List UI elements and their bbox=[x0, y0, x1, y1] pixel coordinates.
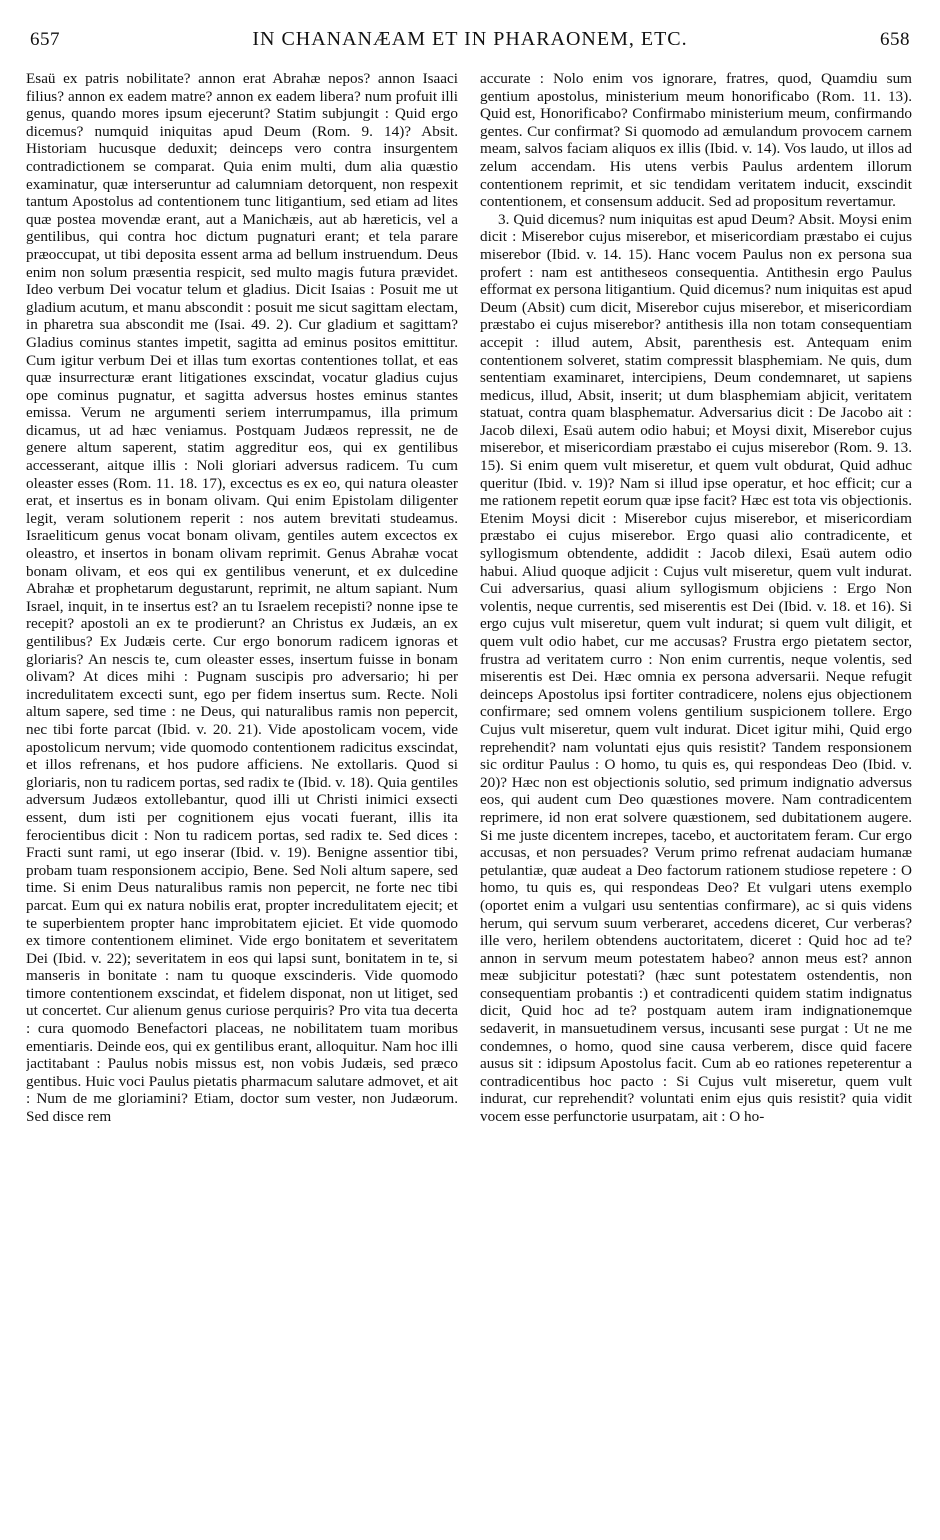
running-title: IN CHANANÆAM ET IN PHARAONEM, ETC. bbox=[252, 28, 688, 50]
paragraph: Esaü ex patris nobilitate? annon erat Abrahæ nepos? annon Isaaci filius? annon ex eadem matre? annon ex eadem libera? num profuit illi genus, quando mores ipsum ejecerunt? Statim subjungit : Quid ergo dicemus? numquid iniquitas apud Deum (Rom. 9. 14)? Absit. Historiam hucusque deduxit; deinceps vero contra insurgentem contradictionem se comparat. Quia enim multi, dum alia quæstio examinatur, quæ interseruntur ad calumniam detorquent, non respexit tantum Apostolus ad contentionem tunc litigantium, sed etiam ad lites quæ postea movendæ erant, aut a Manichæis, aut ab hæreticis, vel a gentilibus, qui contra hoc dictum pugnaturi erant; et tela parare præoccupat, ut tibi deposita essent arma ad bellum instruendum. Deus enim non solum præsentia respicit, sed multo magis futura prævidet. Ideo verbum Dei vocatur telum et gladius. Dicit Isaias : Posuit me ut gladium acutum, et manu abscondit : posuit me sicut sagittam electam, in pharetra sua abscondit me (Isai. 49. 2). Cur gladium et sagittam? Gladius cominus stantes impetit, sagitta ad eminus positos emittitur. Cum igitur verbum Dei et illas tum exortas contentiones tollat, et eas quæ insurrecturæ erant litigationes exscindat, vocatur gladius cujus ope cominus pugnatur, et sagitta adversus hostes eminus stantes emissa. Verum ne argumenti seriem interrumpamus, illa primum dicamus, ut ad hæc veniamus. Postquam Judæos repressit, ne de genere altum saperent, statim aggreditur eos, qui ex gentilibus accesserant, aitque illis : Noli gloriari adversus radicem. Tu cum oleaster esses (Rom. 11. 18. 17), excectus es ex eo, qui natura oleaster erat, et insertus es in bonam olivam. Qui enim Epistolam diligenter legit, veram solutionem reperit : nos autem brevitati studeamus. Israeliticum genus vocat bonam olivam, gentiles autem excectos ex oleastro, et insertos in bonam olivam reprimit. Genus Abrahæ vocat bonam olivam, et eos qui ex gentilibus venerunt, et ex dulcedine Abrahæ et prophetarum degustarunt, reprimit, ne altum sapiant. Num Israel, inquit, in te insertus est? an tu Israelem recepisti? nonne ipse te recepit? apostoli an ex te prodierunt? an Christus ex Judæis, an ex gentilibus? Ex Judæis certe. Cur ergo bonorum radicem ignoras et gloriaris? An nescis te, cum oleaster esses, insertum fuisse in bonam olivam? At dices mihi : Pugnam suscipis pro adversario; hi per incredulitatem excecti sunt, ego per fidem insertus sum. Recte. Noli altum sapere, sed time : ne Deus, qui naturalibus ramis non pepercit, nec tibi forte parcat (Ibid. v. 20. 21). Vide apostolicam vocem, vide apostolicum nervum; vide quomodo contentionem radicitus exscindat, et illos refrenans, et hos pudore afficiens. Ne extollaris. Quod si gloriaris, non tu radicem portas, sed radix te (Ibid. v. 18). Quia gentiles adversum Judæos extollebantur, quod illi ut Christi inimici exsecti essent, dum isti per cognitionem ejus vocati fuerant, illis ita ferocientibus dicit : Non tu radicem portas, sed radix te. Sed dices : Fracti sunt rami, ut ego inserar (Ibid. v. 19). Benigne assentior tibi, probam tuam responsionem accipio, Bene. Sed Noli altum sapere, sed time. Si enim Deus naturalibus ramis non pepercit, ne forte nec tibi parcat. Eum qui ex natura nobilis erat, propter incredulitatem ejecit; et te superbientem propter hanc improbitatem ejiciet. Et vide quomodo ex timore contentionem eliminet. Vide ergo bonitatem et severitatem Dei (Ibid. v. 22); severitatem in eos qui lapsi sunt, bonitatem in te, si manseris in bonitate : nam tu quoque exscinderis. Vide quomodo timore contentionem exscindat, et fidelem disponat, non ut litiget, sed ut concertet. Cur alienum genus curiose perquiris? Pro vita tua decerta : cura quomodo Benefactori placeas, ne nobilitatem tuam moribus ementiaris. Deinde eos, qui ex gentilibus erant, alloquitur. Nam hoc illi jactitabant : Paulus nobis missus est, non vobis Judæis, sed præco gentibus. Huic voci Paulus pietatis pharmacum salutare admovet, et ait : Num de me gloriamini? Etiam, doctor sum vester, non Judæorum. Sed disce rem bbox=[26, 70, 458, 1126]
running-header bbox=[30, 28, 910, 62]
left-text-column bbox=[26, 70, 458, 1522]
right-text-column bbox=[480, 70, 912, 1522]
page-number-left: 657 bbox=[30, 29, 60, 50]
paragraph: 3. Quid dicemus? num iniquitas est apud Deum? Absit. Moysi enim dicit : Miserebor cujus miserebor, et misericordiam præstabo ei cujus miserebor (Ibid. v. 14. 15). Hanc vocem Paulus non ex persona sua profert : nam est antitheseos consequentia. Antithesin ergo Paulus efformat ex persona litigantium. Quid dicemus? num iniquitas est apud Deum (Absit) cum dicit, Miserebor cujus miserebor, et misericordiam præstabo ei cujus miserebor? antithesis illa non totam consequentiam accepit : illud autem, Absit, parenthesis est. Antequam enim contentionem solveret, statim compressit blasphemiam. Ne quis, dum sententiam examinaret, intercipiens, Deum condemnaret, ut sapiens medicus, illud, Absit, inserit; ut dum blasphemiam abjicit, veritatem statuat, contra quam blasphematur. Adversarius dicit : De Jacobo ait : Jacob dilexi, Esaü autem odio habui; et Moysi dixit, Miserebor cujus miserebor, et misericordiam præstabo ei cujus miserebor (Rom. 9. 13. 15). Si enim quem vult miseretur, et quem vult obdurat, Quid adhuc queritur (Ibid. v. 19)? Nam si illud ipse operatur, et hoc efficit; cur a me rationem repetit eorum quæ ipse facit? Hæc est tota vis objectionis. Etenim Moysi dicit : Miserebor cujus miserebor, et misericordiam præstabo ei cujus miserebor. Ergo quasi alio contradicente, et syllogismum obtendente, addidit : Jacob dilexi, Esaü autem odio habui. Aliud quoque adjicit : Cujus vult miseretur, quem vult indurat. Cui adversarius, quasi alium syllogismum objiciens : Ergo Non volentis, neque currentis, sed miserentis est Dei (Ibid. v. 18. et 16). Si ergo cujus vult miseretur, quem vult indurat; si quem vult diligit, et quem vult odio habet, cur me accusas? Frustra ergo pietatem sector, frustra ad veritatem curro : Non enim currentis, neque volentis, sed miserentis est Dei. Hæc omnia ex persona adversarii. Neque refugit deinceps Apostolus ipsi fortiter contradicere, nolens ejus objectionem confirmare; sed omnem volens gentilium suspicionem tollere. Ergo Cujus vult miseretur, quem vult indurat. Dicet igitur mihi, Quid ergo reprehendit? nam voluntati ejus quis resistit? Tandem responsionem sic orditur Paulus : O homo, tu quis es, qui respondeas Deo (Ibid. v. 20)? Hæc non est objectionis solutio, sed primum indignatio adversus eos, qui audent cum Deo quæstiones movere. Nam contradicentem reprimere, id non erat solvere quæstionem, sed dubitationem augere. Si me juste dicentem increpes, tacebo, et auctoritatem feram. Cur ergo accusas, et non persuades? Verum primo refrenat audaciam humanæ petulantiæ, quæ audeat a Deo factorum rationem studiose repetere : O homo, tu quis es, qui respondeas Deo? Et vulgari utens exemplo (oportet enim a vulgari usu sententias confirmare), ac si quis videns herum, qui servum suum verberaret, accedens diceret, Cur verberas? ille vero, herilem obtendens auctoritatem, diceret : Quid hoc ad te? annon in servum meum potestatem habeo? annon meus est? annon meæ subjicitur potestati? (hæc sunt potestatem ostendentis, non consequentiam probantis :) et contradicenti quidem statim indignatus dicit, Quid hoc ad te? postquam autem iram indignationemque sedaverit, in mansuetudinem versus, incusanti sese purgat : Ut ne me condemnes, o homo, quod sine causa verberem, disce quid facere ausus sit : idipsum Apostolus facit. Cum ab eo rationes repeterentur a contradicentibus hoc pacto : Si Cujus vult miseretur, quem vult indurat, cur reprehendit? voluntati enim ejus quis resistit? quia vidit vocem esse perfunctorie usurpatam, ait : O ho- bbox=[480, 210, 912, 1126]
page-number-right: 658 bbox=[880, 29, 910, 50]
paragraph: accurate : Nolo enim vos ignorare, fratres, quod, Quamdiu sum gentium apostolus, ministerium meum honorificabo (Rom. 11. 13). Quid est, Honorificabo? Confirmabo ministerium meum, confirmando gentes. Cur confirmat? Si quomodo ad æmulandum provocem carnem meam, salvos faciam aliquos ex illis (Ibid. v. 14). Vos laudo, ut illos ad zelum accendam. His utens verbis Paulus ardentem illorum contentionem reprimit, et sic tendidam veritatem inducit, exscindit contentionem, et consensum adducit. Sed ad propositum revertamur. bbox=[480, 70, 912, 211]
